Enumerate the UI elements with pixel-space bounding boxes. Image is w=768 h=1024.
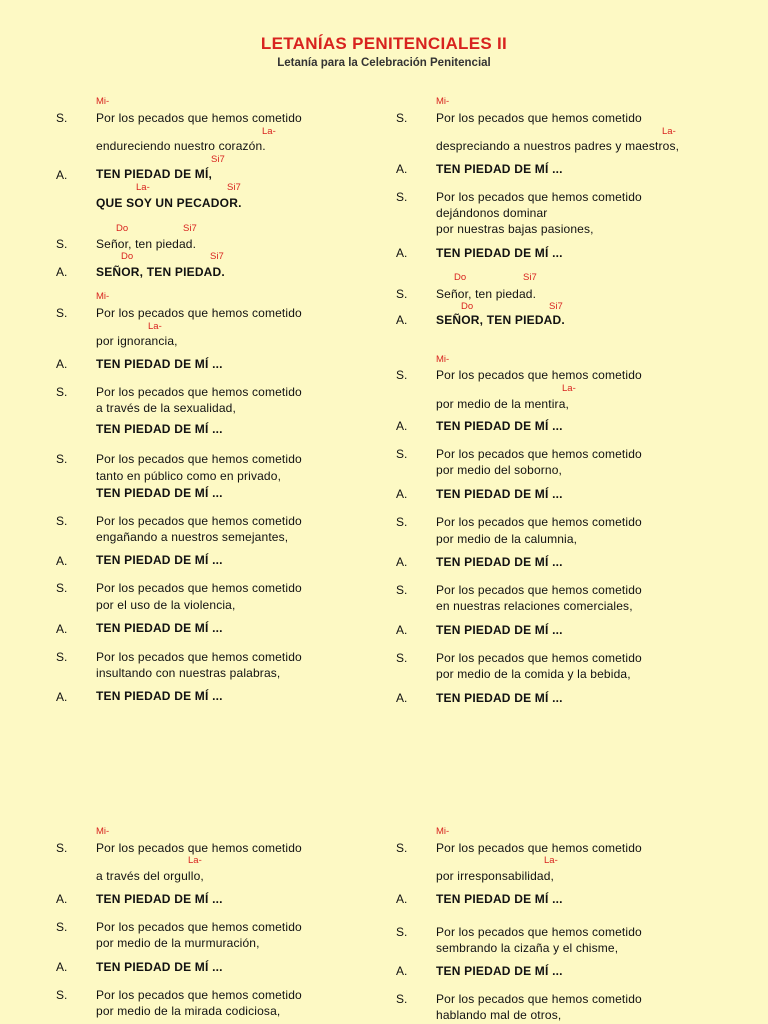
chord-label: Si7 [227,182,241,193]
chord-label: Mi- [96,826,110,837]
chord-label: Si7 [210,251,224,262]
chord-label: Si7 [183,223,197,234]
chord-label: La- [662,126,676,137]
speaker-marker: S. [56,841,68,855]
speaker-marker: S. [396,992,408,1006]
verse-line: a través de la sexualidad, [96,401,236,415]
verse-line: Por los pecados que hemos cometido [96,385,302,399]
verse-line: Por los pecados que hemos cometido [436,992,642,1006]
verse-line: tanto en público como en privado, [96,469,282,483]
verse-line: Por los pecados que hemos cometido [96,111,302,125]
chord-label: Mi- [96,96,110,107]
chord-label: La- [544,855,558,866]
verse-line: por medio del soborno, [436,463,563,477]
verse-line: por el uso de la violencia, [96,598,236,612]
chord-label: La- [188,855,202,866]
chord-label: La- [148,321,162,332]
verse-line: Por los pecados que hemos cometido [96,650,302,664]
response-line: TEN PIEDAD DE MÍ ... [436,555,563,569]
speaker-marker: A. [56,357,68,371]
speaker-marker: A. [56,960,68,974]
verse-line: Por los pecados que hemos cometido [96,581,302,595]
document-title: LETANÍAS PENITENCIALES II [260,34,508,53]
speaker-marker: A. [56,622,68,636]
verse-line: Por los pecados que hemos cometido [96,306,302,320]
response-line: SEÑOR, TEN PIEDAD. [96,265,225,279]
speaker-marker: S. [396,447,408,461]
speaker-marker: A. [396,691,408,705]
response-line: TEN PIEDAD DE MÍ ... [436,892,563,906]
verse-line: dejándonos dominar [436,206,548,220]
response-line: QUE SOY UN PECADOR. [96,196,242,210]
chord-label: Si7 [523,272,537,283]
verse-line: por medio de la calumnia, [436,532,578,546]
speaker-marker: S. [396,515,408,529]
speaker-marker: S. [396,583,408,597]
document-subtitle: Letanía para la Celebración Penitencial [277,57,491,69]
verse-line: por nuestras bajas pasiones, [436,222,594,236]
verse-line: Por los pecados que hemos cometido [96,514,302,528]
speaker-marker: S. [396,841,408,855]
response-line: TEN PIEDAD DE MÍ ... [96,486,223,500]
speaker-marker: A. [396,162,408,176]
speaker-marker: A. [396,487,408,501]
speaker-marker: S. [56,650,68,664]
speaker-marker: S. [396,111,408,125]
verse-line: Por los pecados que hemos cometido [436,368,642,382]
verse-line: por medio de la murmuración, [96,936,260,950]
speaker-marker: S. [396,368,408,382]
response-line: TEN PIEDAD DE MÍ ... [96,621,223,635]
verse-line: Por los pecados que hemos cometido [436,447,642,461]
speaker-marker: S. [56,306,68,320]
speaker-marker: A. [56,690,68,704]
speaker-marker: S. [396,190,408,204]
response-line: SEÑOR, TEN PIEDAD. [436,313,565,327]
response-line: TEN PIEDAD DE MÍ ... [96,960,223,974]
chord-label: La- [562,383,576,394]
speaker-marker: A. [396,964,408,978]
speaker-marker: S. [56,237,68,251]
speaker-marker: A. [396,555,408,569]
speaker-marker: A. [56,168,68,182]
verse-line: Por los pecados que hemos cometido [436,111,642,125]
verse-line: por irresponsabilidad, [436,869,555,883]
verse-line: por medio de la mirada codiciosa, [96,1004,281,1018]
verse-line: Por los pecados que hemos cometido [96,841,302,855]
response-line: TEN PIEDAD DE MÍ ... [436,623,563,637]
response-line: TEN PIEDAD DE MÍ ... [96,892,223,906]
chord-label: La- [262,126,276,137]
speaker-marker: S. [56,385,68,399]
speaker-marker: S. [56,920,68,934]
speaker-marker: S. [396,287,408,301]
response-line: TEN PIEDAD DE MÍ ... [96,422,223,436]
response-line: TEN PIEDAD DE MÍ ... [436,246,563,260]
chord-label: Mi- [436,354,450,365]
verse-line: hablando mal de otros, [436,1008,562,1022]
speaker-marker: S. [396,925,408,939]
response-line: TEN PIEDAD DE MÍ ... [96,689,223,703]
speaker-marker: S. [56,581,68,595]
verse-line: insultando con nuestras palabras, [96,666,281,680]
speaker-marker: S. [56,452,68,466]
response-line: TEN PIEDAD DE MÍ ... [436,964,563,978]
verse-line: Por los pecados que hemos cometido [96,920,302,934]
verse-line: Por los pecados que hemos cometido [436,515,642,529]
speaker-marker: A. [396,246,408,260]
response-line: TEN PIEDAD DE MÍ ... [436,162,563,176]
chord-label: Si7 [549,301,563,312]
speaker-marker: S. [56,514,68,528]
response-line: TEN PIEDAD DE MÍ, [96,167,213,181]
verse-line: Por los pecados que hemos cometido [436,583,642,597]
verse-line: sembrando la cizaña y el chisme, [436,941,619,955]
verse-line: a través del orgullo, [96,869,204,883]
speaker-marker: A. [396,313,408,327]
verse-line: Por los pecados que hemos cometido [436,190,642,204]
speaker-marker: A. [56,554,68,568]
verse-line: Por los pecados que hemos cometido [436,841,642,855]
verse-line: endureciendo nuestro corazón. [96,139,266,153]
verse-line: despreciando a nuestros padres y maestros, [436,139,680,153]
response-line: TEN PIEDAD DE MÍ ... [96,553,223,567]
response-line: TEN PIEDAD DE MÍ ... [436,419,563,433]
verse-line: Por los pecados que hemos cometido [436,651,642,665]
verse-line: por ignorancia, [96,334,178,348]
verse-line: Señor, ten piedad. [96,237,197,251]
response-line: TEN PIEDAD DE MÍ ... [436,487,563,501]
speaker-marker: A. [56,892,68,906]
chord-label: Do [461,301,474,312]
speaker-marker: A. [396,623,408,637]
chord-label: Do [454,272,467,283]
verse-line: por medio de la mentira, [436,397,569,411]
chord-label: Mi- [436,96,450,107]
speaker-marker: S. [396,651,408,665]
chord-label: Do [116,223,129,234]
verse-line: engañando a nuestros semejantes, [96,530,289,544]
chord-label: Do [121,251,134,262]
verse-line: Por los pecados que hemos cometido [96,452,302,466]
speaker-marker: A. [56,265,68,279]
verse-line: por medio de la comida y la bebida, [436,667,631,681]
response-line: TEN PIEDAD DE MÍ ... [436,691,563,705]
response-line: TEN PIEDAD DE MÍ ... [96,357,223,371]
speaker-marker: A. [396,892,408,906]
chord-label: Si7 [211,154,225,165]
verse-line: Señor, ten piedad. [436,287,537,301]
chord-label: La- [136,182,150,193]
speaker-marker: S. [56,988,68,1002]
verse-line: Por los pecados que hemos cometido [96,988,302,1002]
verse-line: en nuestras relaciones comerciales, [436,599,633,613]
chord-label: Mi- [436,826,450,837]
chord-label: Mi- [96,291,110,302]
speaker-marker: A. [396,419,408,433]
verse-line: Por los pecados que hemos cometido [436,925,642,939]
speaker-marker: S. [56,111,68,125]
